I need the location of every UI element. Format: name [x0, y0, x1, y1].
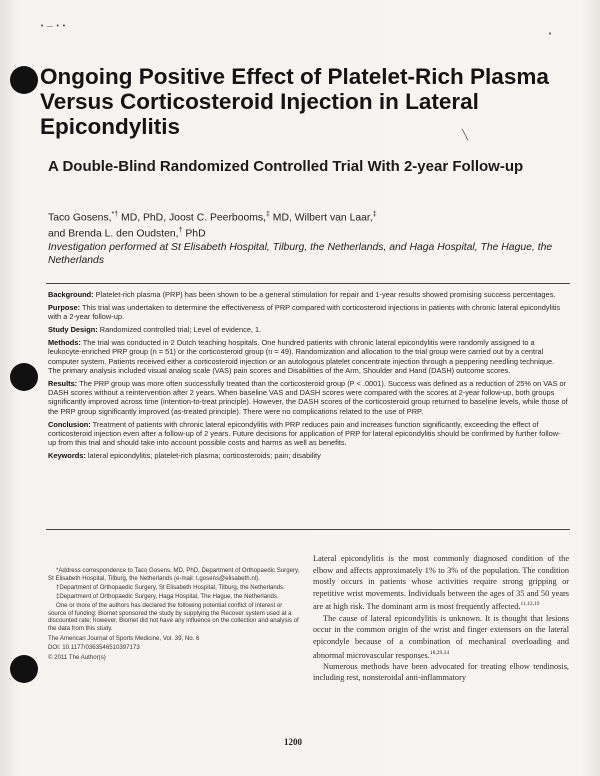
footnote-affiliation: †Department of Orthopaedic Surgery, St Elisabeth Hospital, Tilburg, the Netherlands.	[56, 583, 285, 591]
abstract-label: Purpose:	[48, 302, 81, 312]
body-paragraph-text: Lateral epicondylitis is the most commonly diagnosed condition of the elbow and affects approximately 1% to 3% of the population. The condition mostly occurs in patients whose activities require strong gripping or repetitive wrist movements. Individuals between the ages of 35 and 50 years are at high risk. The dominant arm is most frequently affected.	[313, 554, 569, 612]
punch-hole-bottom	[10, 655, 38, 683]
abstract-label: Keywords:	[48, 451, 86, 461]
abstract-label: Results:	[48, 378, 78, 388]
body-text-column	[313, 553, 569, 684]
abstract-text: lateral epicondylitis; platelet-rich plasma; corticosteroids; pain; disability	[87, 451, 321, 461]
journal-copyright: © 2011 The Author(s)	[48, 653, 106, 661]
abstract-label: Study Design:	[48, 325, 98, 335]
abstract-conclusion	[48, 420, 568, 448]
abstract-label: Methods:	[48, 337, 81, 347]
abstract-text: Platelet-rich plasma (PRP) has been shown to be a general stimulation for repair and 1-year results showed promising success percentages.	[95, 290, 556, 299]
abstract-text: Treatment of patients with chronic lateral epicondylitis with PRP reduces pain and increases function significantly, exceeding the effect of corticosteroid injection even after a follow-up of 2 years. Future decisions for application of PRP for lateral epicondylitis should be confirmed by further follow-up from this trial and should take into account possible costs and harms as well as benefits.	[48, 419, 561, 448]
author-list	[48, 208, 568, 241]
scan-mark-top-left: • — • •	[40, 22, 67, 30]
reference-citation: 18,29,34	[429, 649, 450, 656]
author-block	[48, 208, 568, 267]
abstract-text: The trial was conducted in 2 Dutch teaching hospitals. One hundred patients with chronic lateral epicondylitis were randomly assigned to a leukocyte-enriched PRP group (n = 51) or the corticosteroid group (n = 49). Randomization and allocation to the trial group were carried out by a central computer system. Patients received either a corticosteroid injection or an autologous platelet concentrate injection through a peppering needling technique. The primary analysis included visual analog scale (VAS) pain scores and Disabilities of the Arm, Shoulder and Hand (DASH) outcome scores.	[48, 337, 555, 375]
abstract-results	[48, 379, 568, 416]
author-name: Taco Gosens,	[48, 212, 112, 224]
abstract-label: Background:	[48, 290, 94, 299]
author-affiliation-mark: ‡	[372, 211, 377, 218]
author-degree: PhD	[182, 228, 206, 240]
author-name: Wilbert van Laar,	[294, 212, 373, 224]
footnotes	[48, 567, 300, 663]
abstract	[48, 290, 568, 464]
body-paragraph-text: The cause of lateral epicondylitis is unknown. It is thought that lesions occur in the common origin of the wrist and finger extensors on the lateral epicondyle because of a combination of mechanical overloading and abnormal microvascular responses.	[313, 613, 569, 660]
body-paragraph	[313, 553, 569, 613]
journal-citation: The American Journal of Sports Medicine, Vol. 39, No. 6	[48, 634, 200, 642]
author-name: and Brenda L. den Oudsten,	[48, 228, 179, 240]
abstract-text: Randomized controlled trial; Level of evidence, 1.	[99, 325, 262, 335]
author-name: Joost C. Peerbooms,	[168, 212, 266, 224]
abstract-label: Conclusion:	[48, 419, 91, 429]
scan-mark-near-title: ╲	[462, 130, 469, 141]
footnote-correspondence: *Address correspondence to Taco Gosens, MD, PhD, Department of Orthopaedic Surgery, St Elisabeth Hospital, Tilburg, the Netherlands (e-mail: t.gosens@elisabeth.nl).	[48, 567, 300, 582]
abstract-bottom-rule	[46, 529, 570, 530]
scan-mark-top-right: •	[548, 30, 553, 38]
author-degree: MD,	[269, 212, 295, 224]
body-paragraph	[313, 661, 569, 684]
article-subtitle: A Double-Blind Randomized Controlled Trial With 2-year Follow-up	[48, 158, 524, 175]
reference-citation: 11,12,19	[520, 601, 540, 608]
author-affiliation-mark: †	[178, 227, 183, 235]
abstract-purpose	[48, 303, 568, 322]
body-paragraph-text: Numerous methods have been advocated for treating elbow tendinosis, including rest, nonsteroidal anti-inflammatory	[313, 661, 569, 683]
punch-hole-top	[10, 66, 38, 94]
abstract-methods	[48, 338, 568, 375]
author-affiliation-mark: ‡	[266, 211, 270, 218]
abstract-study-design	[48, 325, 568, 334]
journal-doi: DOI: 10.1177/0363546510397173	[48, 644, 140, 652]
punch-hole-middle	[10, 363, 38, 391]
body-paragraph	[313, 613, 569, 661]
author-affiliation-mark: *†	[111, 211, 119, 218]
footnote-affiliation: ‡Department of Orthopaedic Surgery, Haga Hospital, The Hague, the Netherlands.	[56, 592, 279, 600]
abstract-text: This trial was undertaken to determine the effectiveness of PRP compared with corticosteroid injections in patients with chronic lateral epicondylitis with a 2-year follow-up.	[48, 302, 561, 322]
institution-line: Investigation performed at St Elisabeth Hospital, Tilburg, the Netherlands, and Haga Hospital, The Hague, the Netherlands	[48, 241, 553, 266]
abstract-background	[48, 290, 568, 299]
author-degree: MD, PhD,	[118, 212, 169, 224]
article-title: Ongoing Positive Effect of Platelet-Rich Plasma Versus Corticosteroid Injection in Lateral Epicondylitis	[40, 64, 549, 139]
abstract-top-rule	[46, 283, 570, 284]
abstract-keywords	[48, 451, 568, 460]
page-number: 1200	[284, 737, 302, 747]
abstract-text: The PRP group was more often successfully treated than the corticosteroid group (P < .0001). Success was defined as a reduction of 25% on VAS or DASH scores without a reintervention after 2 years. When baseline VAS and DASH scores were compared with the scores at 2-year follow-up, both groups significantly improved across time (intention-to-treat principle). However, the DASH scores of the corticosteroid group returned to baseline levels, while those of the PRP group significantly improved (as-treated principle). There were no complications related to the use of PRP.	[48, 378, 568, 416]
footnote-conflict: One or more of the authors has declared the following potential conflict of interest or source of funding: Biomet sponsored the study by supplying the Recover system used at a discounted rate; however, Biomet did not have any influence on the collection and analysis of the data from this study.	[48, 602, 299, 632]
